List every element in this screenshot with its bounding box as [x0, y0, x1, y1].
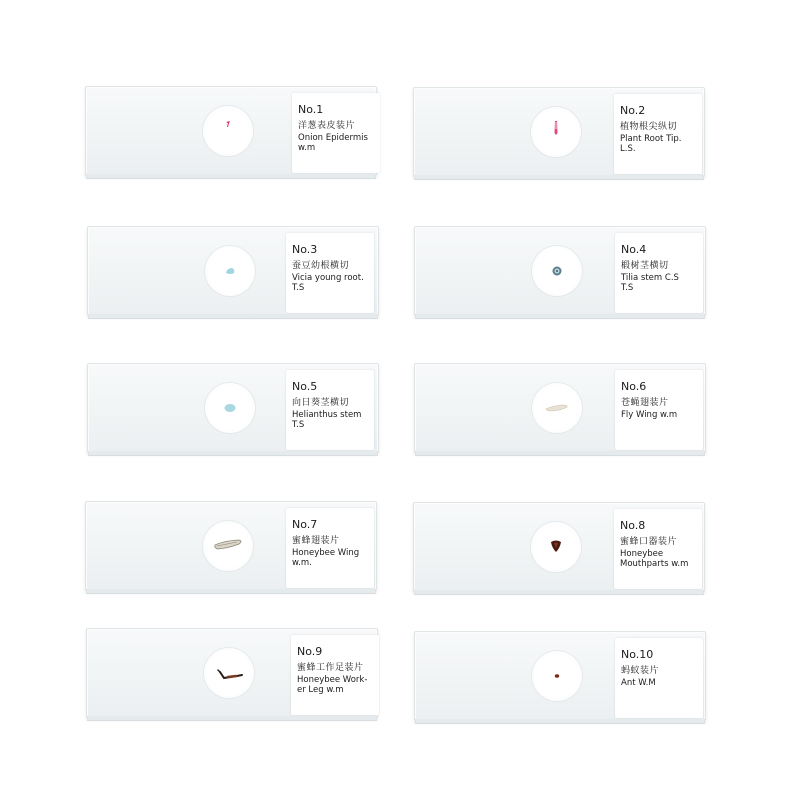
slide-name-cn: 苍蝇翅装片 — [621, 398, 669, 408]
slide-label — [615, 638, 703, 718]
specimen-circle — [532, 651, 582, 701]
slide-name-en: Ant W.M — [621, 678, 656, 688]
slide-name-en: Honeybee Work- er Leg w.m — [297, 675, 368, 695]
slide-name-cn: 蜜蜂工作足装片 — [297, 663, 364, 673]
fly-wing-icon — [532, 383, 582, 433]
specimen-circle — [203, 521, 253, 571]
slide-3 — [87, 226, 379, 316]
slide-label — [614, 509, 702, 589]
slide-number: No.8 — [620, 519, 646, 532]
specimen-circle — [532, 383, 582, 433]
slide-label — [291, 635, 379, 715]
slide-label — [286, 370, 374, 450]
slide-name-cn: 椴树茎横切 — [621, 261, 669, 271]
slide-name-en: Plant Root Tip. L.S. — [620, 134, 682, 154]
specimen-circle — [205, 246, 255, 296]
slide-label — [292, 93, 380, 173]
slide-name-en: Vicia young root. T.S — [292, 273, 364, 293]
specimen-circle — [531, 107, 581, 157]
slide-10 — [414, 631, 706, 721]
specimen-circle — [204, 648, 254, 698]
blue-section-icon — [205, 246, 255, 296]
slide-name-en: Honeybee Wing w.m. — [292, 548, 360, 568]
slide-label — [614, 94, 702, 174]
slide-number: No.6 — [621, 380, 647, 393]
slide-label — [286, 233, 374, 313]
slide-6 — [414, 363, 706, 453]
slide-number: No.5 — [292, 380, 318, 393]
red-stain-icon — [203, 106, 253, 156]
slide-name-cn: 向日葵茎横切 — [292, 398, 350, 408]
slide-name-cn: 蚂蚁装片 — [621, 666, 660, 676]
slide-number: No.3 — [292, 243, 318, 256]
specimen-circle — [532, 246, 582, 296]
slide-9 — [86, 628, 378, 718]
slide-label — [615, 370, 703, 450]
slide-1 — [85, 86, 377, 176]
bee-wing-icon — [203, 521, 253, 571]
slide-number: No.10 — [621, 648, 654, 661]
slide-2 — [413, 87, 705, 177]
slide-name-en: Fly Wing w.m — [621, 410, 678, 420]
slide-name-en: Honeybee Mouthparts w.m — [620, 549, 689, 569]
specimen-circle — [203, 106, 253, 156]
slide-name-cn: 蜜蜂翅装片 — [292, 536, 340, 546]
slide-name-cn: 洋葱表皮装片 — [298, 121, 356, 131]
slide-label — [286, 508, 374, 588]
slide-8 — [413, 502, 705, 592]
blue-section-icon — [205, 383, 255, 433]
slide-name-en: Onion Epidermis w.m — [298, 133, 368, 153]
slide-4 — [414, 226, 706, 316]
slide-number: No.2 — [620, 104, 646, 117]
slide-name-en: Tilia stem C.S T.S — [621, 273, 679, 293]
slide-number: No.1 — [298, 103, 324, 116]
mouthparts-icon — [531, 522, 581, 572]
slide-7 — [85, 501, 377, 591]
slide-number: No.4 — [621, 243, 647, 256]
bee-leg-icon — [204, 648, 254, 698]
ant-icon — [532, 651, 582, 701]
slide-label — [615, 233, 703, 313]
root-tip-icon — [531, 107, 581, 157]
slide-number: No.9 — [297, 645, 323, 658]
specimen-circle — [205, 383, 255, 433]
specimen-circle — [531, 522, 581, 572]
slide-5 — [87, 363, 379, 453]
slide-name-en: Helianthus stem T.S — [292, 410, 362, 430]
slide-name-cn: 植物根尖纵切 — [620, 122, 678, 132]
slide-name-cn: 蜜蜂口器装片 — [620, 537, 678, 547]
stem-section-icon — [532, 246, 582, 296]
slide-name-cn: 蚕豆幼根横切 — [292, 261, 350, 271]
slide-number: No.7 — [292, 518, 318, 531]
